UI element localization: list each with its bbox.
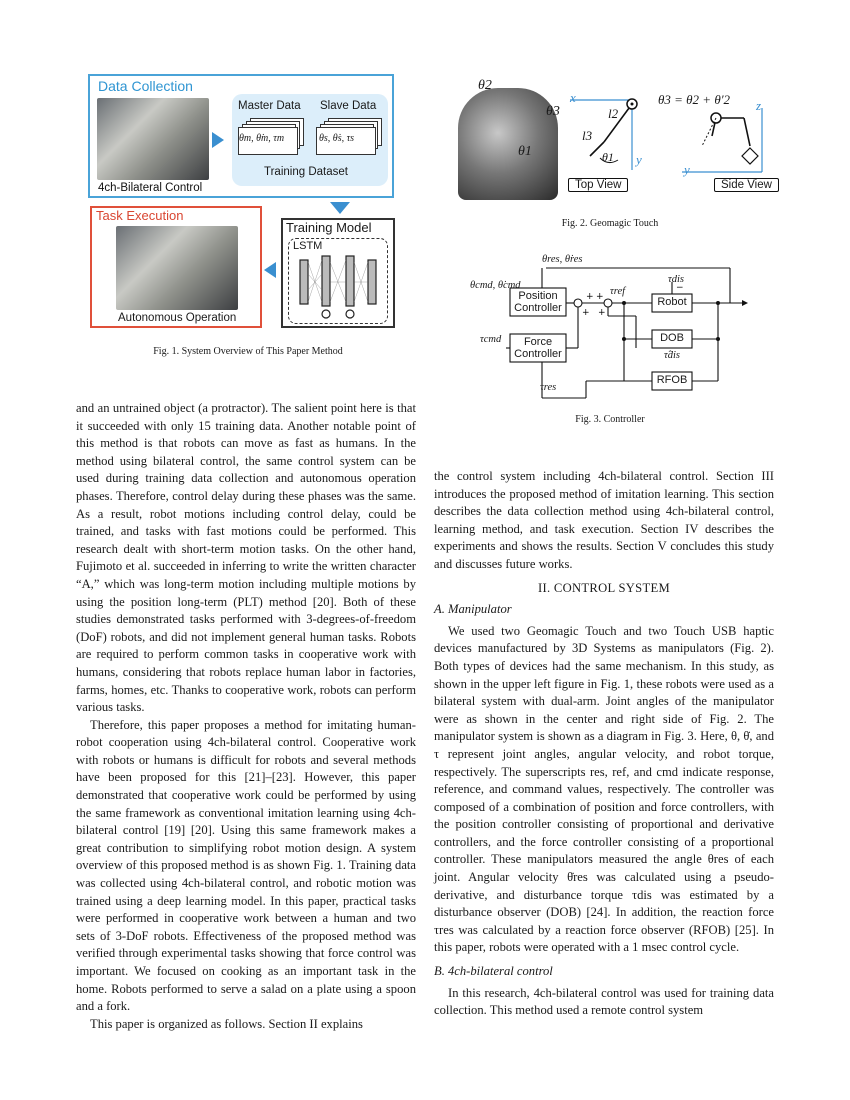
left-column bbox=[76, 400, 416, 1033]
neural-network-graphic bbox=[292, 254, 386, 322]
section-title: II. CONTROL SYSTEM bbox=[538, 580, 670, 595]
controller-block-diagram bbox=[466, 252, 756, 404]
master-vars: θm, θ̇m, τm bbox=[239, 133, 285, 144]
data-collection-title: Data Collection bbox=[98, 78, 193, 94]
y-axis-label: y bbox=[636, 152, 642, 167]
side-y-axis-label: y bbox=[684, 162, 690, 177]
theta1-label: θ1 bbox=[518, 144, 532, 159]
fig1-caption: Fig. 1. System Overview of This Paper Method bbox=[153, 346, 343, 357]
theta2-label: θ2 bbox=[478, 78, 492, 93]
task-execution-title: Task Execution bbox=[96, 208, 184, 223]
l3-label: l3 bbox=[582, 128, 593, 143]
tau-cmd-label: τcmd bbox=[480, 334, 502, 345]
master-card-stack bbox=[238, 118, 304, 152]
force-controller-line1: Force bbox=[523, 336, 553, 348]
geomagic-touch-photo bbox=[458, 88, 558, 200]
control-label: 4ch-Bilateral Control bbox=[98, 182, 203, 194]
tau-res-label: τres bbox=[540, 382, 557, 393]
top-view-label: Top View bbox=[568, 178, 628, 192]
svg-text:−: − bbox=[676, 283, 684, 293]
side-view-diagram bbox=[676, 106, 772, 176]
left-paragraph-2: Therefore, this paper proposes a method for imitating human-robot cooperation using 4ch-bilateral control. Cooperative work with robots or humans is difficult for robots and several methods have been proposed for this [21]–[23]. However, this paper demonstrated that cooperative work could be performed by using the same framework as conventional imitation learning using 4ch-bilateral control [19] [20]. Using this same framework makes a great contribution to simplifying robot motion design. A system overview of this proposed method is as shown Fig. 1. Training data was collected using 4ch-bilateral control, and robotic motion was trained using a deep learning model. In this paper, practical tasks were performed in cooperative work between a human and two sets of 3-DoF robots. Effectiveness of the proposed method was verified through experimental tasks showing that force control was important. We focused on cooking as an important task in the home. Robots performed to serve a salad on a plate using a spoon and a fork. bbox=[76, 717, 416, 1014]
position-controller-block bbox=[510, 290, 566, 314]
subsection-b-title: B. 4ch-bilateral control bbox=[434, 964, 553, 979]
right-column bbox=[434, 468, 774, 1020]
rfob-block: RFOB bbox=[656, 374, 688, 386]
data-collection-photo bbox=[97, 98, 209, 180]
equation-label: θ3 = θ2 + θ′2 bbox=[658, 92, 731, 107]
robot-block: Robot bbox=[657, 296, 687, 308]
force-controller-line2: Controller bbox=[514, 348, 562, 360]
z-axis-label: z bbox=[756, 98, 762, 113]
arrow-right-icon bbox=[212, 132, 224, 148]
right-paragraph-2: We used two Geomagic Touch and two Touch USB haptic devices manufactured by 3D Systems as manipulators (Fig. 2). Both types of devices had the same mechanism. In this study, as shown in the upper left figure in Fig. 1, these robots were used as a bilateral system with dual-arm. Joint angles of the manipulator were as shown in the center and right side of Fig. 2. The manipulator system is shown as a diagram in Fig. 3. Here, θ, θ̇, and τ represent joint angles, angular velocity, and robot torque, respectively. The superscripts res, ref, and cmd indicate response, reference, and command values, respectively. The controller was composed of a combination of position and force controllers, with the position controller consisting of proportional and derivative controllers, and the force controller consisting of a proportional controller. These manipulators measured the angle θres of each joint. Angular velocity θ̇res was calculated using a pseudo-derivative, and disturbance torque τdis was estimated by a disturbance observer (DOB) [24]. In addition, the reaction force τres was calculated by a reaction force observer (RFOB) [25]. In this paper, robots were operated with a 1 msec control cycle. bbox=[434, 623, 774, 955]
lstm-label: LSTM bbox=[293, 240, 323, 252]
slave-vars: θs, θ̇s, τs bbox=[319, 133, 355, 144]
svg-text:+: + bbox=[586, 292, 594, 302]
arrow-left-icon bbox=[264, 262, 276, 278]
theta3-label: θ3 bbox=[546, 104, 560, 119]
left-paragraph-3: This paper is organized as follows. Section II explains bbox=[90, 1016, 363, 1031]
theta-cmd-label: θcmd, θ̇cmd bbox=[470, 280, 521, 291]
tau-dis-label: τdis bbox=[668, 274, 685, 285]
x-axis-label: x bbox=[570, 90, 576, 105]
tau-dis-hat-label: τ̂dis bbox=[664, 350, 681, 361]
figure-1 bbox=[88, 74, 400, 332]
force-controller-block bbox=[510, 336, 566, 360]
theta-res-label: θres, θ̇res bbox=[542, 254, 583, 265]
training-model-title: Training Model bbox=[286, 220, 372, 235]
slave-data-title: Slave Data bbox=[320, 100, 377, 112]
tau-ref-label: τref bbox=[610, 286, 626, 297]
dataset-label: Training Dataset bbox=[264, 166, 348, 178]
right-paragraph-3: In this research, 4ch-bilateral control was used for training data collection. This method used a remote control system bbox=[434, 985, 774, 1018]
svg-text:+: + bbox=[596, 292, 604, 302]
svg-text:+: + bbox=[582, 308, 590, 318]
arrow-down-icon bbox=[330, 202, 350, 214]
figure-2 bbox=[440, 76, 780, 202]
subsection-a-title: A. Manipulator bbox=[434, 602, 512, 617]
autonomous-label: Autonomous Operation bbox=[118, 312, 237, 324]
fig3-caption: Fig. 3. Controller bbox=[575, 414, 645, 425]
task-execution-photo bbox=[116, 226, 238, 310]
position-controller-line1: Position bbox=[518, 290, 558, 302]
slave-card-stack bbox=[316, 118, 382, 152]
side-view-label: Side View bbox=[714, 178, 779, 192]
fig2-caption: Fig. 2. Geomagic Touch bbox=[561, 218, 659, 229]
position-controller-line2: Controller bbox=[514, 302, 562, 314]
svg-text:+: + bbox=[598, 308, 606, 318]
figure-3 bbox=[466, 252, 756, 404]
dob-block: DOB bbox=[660, 332, 684, 344]
top-theta1-label: θ1 bbox=[602, 150, 614, 164]
master-data-title: Master Data bbox=[238, 100, 301, 112]
l2-label: l2 bbox=[608, 106, 619, 121]
left-paragraph-1: and an untrained object (a protractor). The salient point here is that it succeeded with only 15 training data. Another notable point of this method is that robots can move as fast as humans. In the method using bilateral control, the same control system can be used during training data collection and autonomous operation phases. Therefore, control delay during these phases was the same. As a result, robot motions including control delay, could be trained, and tasks with fast motions could be performed. This research dealt with short-term motion tasks. On the other hand, Fujimoto et al. succeeded in inferring to write the written character “A,” which was long-term motion including multiple motions by using the position long-term (PLT) method [20]. Both of these studies demonstrated tasks performed with 3-degrees-of-freedom (DoF) robots, and did not implement general human tasks. Robots are required to perform common tasks in cooperative work with humans, considering that robots replace human labor in factories, farms, homes, etc. Thanks to cooperative work, robots can perform various tasks. bbox=[76, 401, 416, 715]
right-paragraph-1: the control system including 4ch-bilateral control. Section III introduces the proposed method of imitation learning. This section describes the data collection method using 4ch-bilateral control, learning method, and task execution. Section IV describes the experiments and shows the results. Section V concludes this study and discusses future works. bbox=[434, 469, 774, 571]
